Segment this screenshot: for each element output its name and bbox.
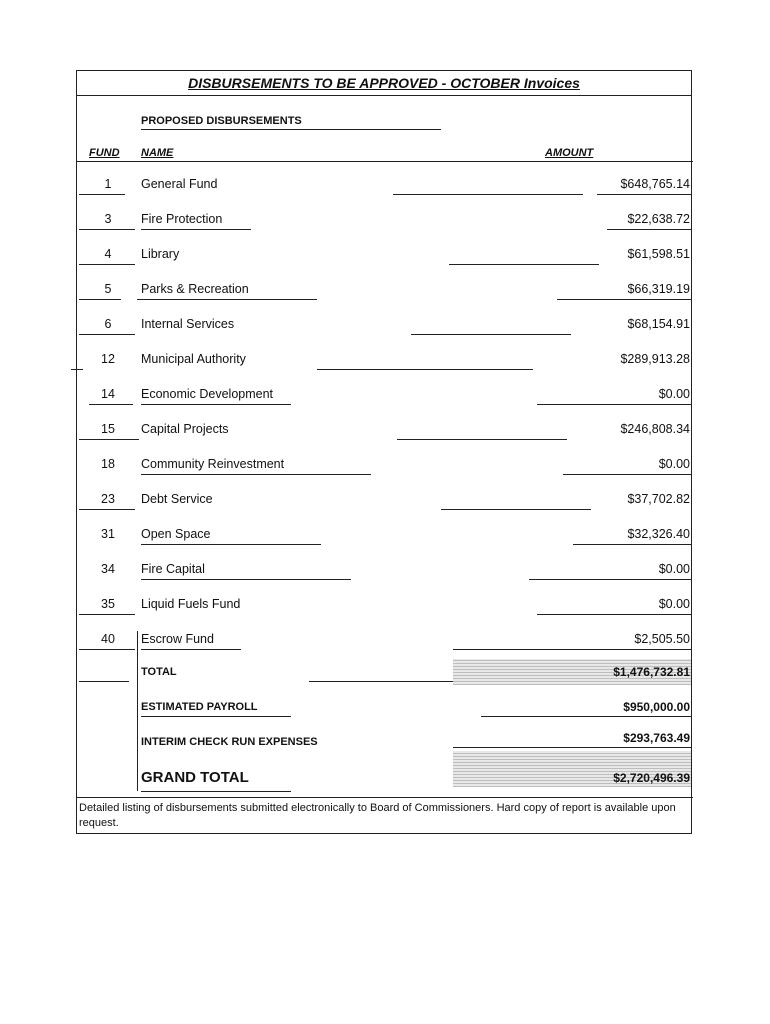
fund-amount: $68,154.91	[627, 317, 690, 331]
row-rule	[453, 649, 691, 650]
row-rule	[537, 614, 691, 615]
row-rule	[141, 229, 251, 230]
column-header-fund: FUND	[89, 147, 120, 159]
title-divider	[77, 95, 691, 96]
fund-name: Fire Capital	[141, 562, 205, 576]
interim-label: INTERIM CHECK RUN EXPENSES	[141, 736, 318, 748]
fund-amount: $66,319.19	[627, 282, 690, 296]
row-rule	[557, 299, 691, 300]
table-row	[77, 632, 693, 652]
table-row	[77, 247, 693, 267]
row-rule	[141, 716, 291, 717]
table-row	[77, 177, 693, 197]
total-row	[77, 659, 693, 685]
fund-name: General Fund	[141, 177, 218, 191]
fund-name: Economic Development	[141, 387, 274, 401]
row-rule	[481, 716, 691, 717]
table-row	[77, 422, 693, 442]
fund-number: 35	[101, 597, 115, 611]
row-rule	[137, 299, 317, 300]
fund-name: Library	[141, 247, 180, 261]
row-rule	[79, 649, 135, 650]
disbursement-sheet	[76, 70, 692, 834]
fund-number: 31	[101, 527, 115, 541]
fund-number: 6	[104, 317, 112, 331]
fund-amount: $61,598.51	[627, 247, 690, 261]
row-rule	[141, 404, 291, 405]
table-row	[77, 457, 693, 477]
row-rule	[79, 509, 135, 510]
grand-total-label: GRAND TOTAL	[141, 769, 249, 786]
table-row	[77, 317, 693, 337]
row-rule	[141, 649, 241, 650]
fund-amount: $246,808.34	[620, 422, 690, 436]
grand-total-row	[77, 761, 693, 787]
fund-number: 15	[101, 422, 115, 436]
row-rule	[79, 194, 125, 195]
fund-name: Community Reinvestment	[141, 457, 285, 471]
row-rule	[453, 747, 691, 748]
row-rule	[393, 194, 583, 195]
row-rule	[529, 579, 691, 580]
fund-amount: $37,702.82	[627, 492, 690, 506]
fund-name: Internal Services	[141, 317, 235, 331]
fund-amount: $2,505.50	[634, 632, 690, 646]
fund-amount: $0.00	[658, 562, 690, 576]
fund-name: Open Space	[141, 527, 211, 541]
interim-amount: $293,763.49	[623, 731, 690, 745]
row-rule	[79, 229, 135, 230]
fund-amount: $22,638.72	[627, 212, 690, 226]
row-rule	[79, 264, 135, 265]
fund-name: Parks & Recreation	[141, 282, 249, 296]
fund-number: 40	[101, 632, 115, 646]
row-rule	[317, 369, 533, 370]
row-rule	[79, 299, 121, 300]
row-rule	[411, 334, 571, 335]
row-rule	[597, 194, 691, 195]
fund-number: 4	[104, 247, 112, 261]
table-row	[77, 597, 693, 617]
fund-number: 23	[101, 492, 115, 506]
fund-number: 34	[101, 562, 115, 576]
fund-number: 5	[104, 282, 112, 296]
fund-number: 12	[101, 352, 115, 366]
footnote-divider	[77, 797, 693, 798]
row-rule	[573, 544, 691, 545]
fund-amount: $0.00	[658, 457, 690, 471]
fund-number: 3	[104, 212, 112, 226]
fund-number: 1	[104, 177, 112, 191]
row-rule	[71, 369, 83, 370]
total-label: TOTAL	[141, 666, 177, 678]
fund-name: Liquid Fuels Fund	[141, 597, 241, 611]
table-row	[77, 562, 693, 582]
payroll-amount: $950,000.00	[623, 700, 690, 714]
fund-name: Escrow Fund	[141, 632, 214, 646]
row-rule	[537, 404, 691, 405]
fund-amount: $32,326.40	[627, 527, 690, 541]
fund-number: 14	[101, 387, 115, 401]
fund-amount: $289,913.28	[620, 352, 690, 366]
subheading: PROPOSED DISBURSEMENTS	[141, 115, 441, 130]
footnote: Detailed listing of disbursements submitted electronically to Board of Commissioners. Hard copy of report is available upon request.	[79, 802, 676, 829]
row-rule	[141, 544, 321, 545]
row-rule	[141, 791, 291, 792]
payroll-row	[77, 694, 693, 720]
table-row	[77, 527, 693, 547]
column-header-amount: AMOUNT	[545, 147, 594, 159]
row-rule	[441, 509, 591, 510]
fund-name: Municipal Authority	[141, 352, 246, 366]
grand-total-amount: $2,720,496.39	[613, 771, 690, 785]
fund-name: Capital Projects	[141, 422, 229, 436]
row-rule	[449, 264, 599, 265]
page-title: DISBURSEMENTS TO BE APPROVED - OCTOBER Invoices	[188, 75, 580, 91]
table-row	[77, 492, 693, 512]
row-rule	[607, 229, 691, 230]
total-amount: $1,476,732.81	[613, 665, 690, 679]
row-rule	[309, 681, 453, 682]
row-rule	[79, 681, 129, 682]
row-rule	[79, 334, 135, 335]
table-row	[77, 387, 693, 407]
fund-amount: $648,765.14	[620, 177, 690, 191]
row-rule	[89, 404, 133, 405]
row-rule	[563, 474, 691, 475]
table-row	[77, 352, 693, 372]
row-rule	[141, 579, 351, 580]
fund-number: 18	[101, 457, 115, 471]
payroll-label: ESTIMATED PAYROLL	[141, 701, 258, 713]
fund-name: Debt Service	[141, 492, 213, 506]
table-row	[77, 282, 693, 302]
table-row	[77, 212, 693, 232]
row-rule	[79, 439, 139, 440]
fund-amount: $0.00	[658, 597, 690, 611]
header-divider	[77, 161, 693, 162]
row-rule	[141, 474, 371, 475]
column-header-name: NAME	[141, 147, 174, 159]
fund-amount: $0.00	[658, 387, 690, 401]
fund-name: Fire Protection	[141, 212, 223, 226]
row-rule	[397, 439, 567, 440]
row-rule	[79, 614, 135, 615]
